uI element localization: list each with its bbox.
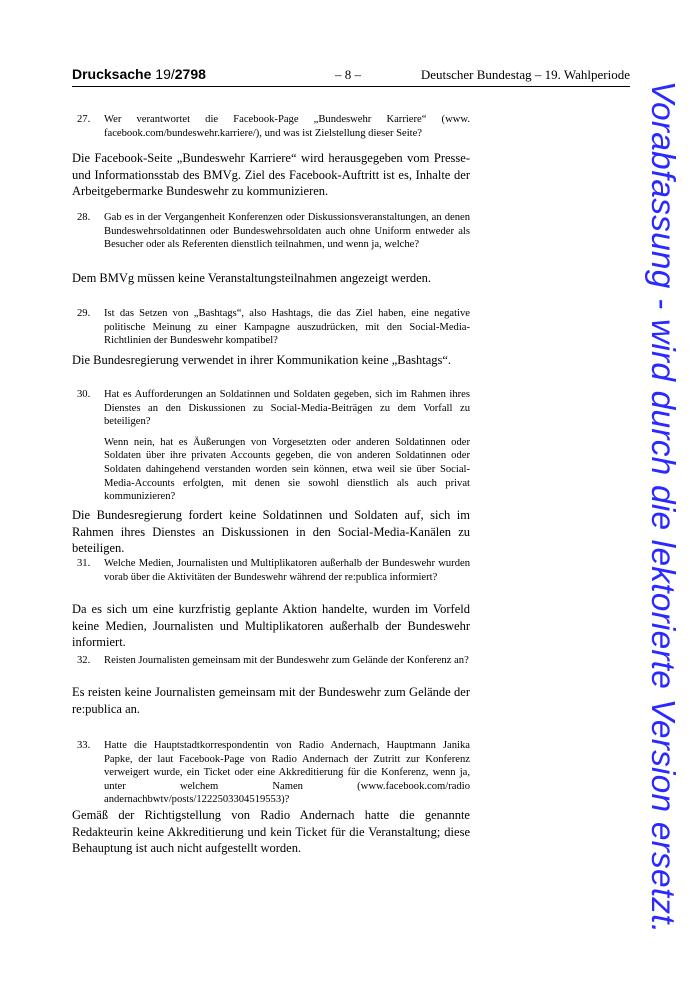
question-number: 29. bbox=[77, 308, 91, 319]
question-number: 33. bbox=[77, 740, 91, 751]
question-text: Wer verantwortet die Facebook-Page „Bundeswehr Karriere“ (www. facebook.com/bundeswehr.karriere/), und was ist Zielstellung dieser Seite? bbox=[104, 114, 470, 139]
page-header bbox=[72, 66, 630, 87]
question-text: Welche Medien, Journalisten und Multiplikatoren außerhalb der Bundeswehr wurden vorab über die Aktivitäten der Bundeswehr während der re:publica informiert? bbox=[104, 558, 470, 583]
question-block bbox=[77, 307, 470, 348]
header-title: Deutscher Bundestag – 19. Wahlperiode bbox=[420, 67, 630, 82]
watermark-text: Vorabfassung - wird durch die lektorierte Version ersetzt. bbox=[644, 80, 681, 934]
doc-number: 2798 bbox=[174, 66, 206, 82]
question-text: Wenn nein, hat es Äußerungen von Vorgesetzten oder anderen Soldatinnen oder Soldaten über ihre privaten Accounts gegeben, die von anderen Soldatinnen oder Soldaten dahingehend verstanden worden sein können, etwa weil sie über Social-Media-Accounts erfolgten, mit denen sie sowohl dienstlich als auch privat kommunizieren? bbox=[104, 436, 470, 503]
question-text: Reisten Journalisten gemeinsam mit der Bundeswehr zum Gelände der Konferenz an? bbox=[104, 655, 469, 666]
answer-text: Gemäß der Richtigstellung von Radio Andernach hatte die genannte Redakteurin keine Akkreditierung und kein Ticket für die Veranstaltung; diese Behauptung ist auch nicht aufgestellt worden. bbox=[72, 808, 470, 856]
question-text: Hat es Aufforderungen an Soldatinnen und Soldaten gegeben, sich im Rahmen ihres Dienstes an den Diskussionen zu Social-Media-Beiträgen zu dem Vorfall zu beteiligen? bbox=[104, 389, 470, 428]
document-number bbox=[72, 66, 206, 82]
answer-text: Die Bundesregierung verwendet in ihrer Kommunikation keine „Bashtags“. bbox=[72, 353, 452, 367]
answer-text: Die Bundesregierung fordert keine Soldatinnen und Soldaten auf, sich im Rahmen ihres Dienstes an Diskussionen in den Social-Media-Kanälen zu beteiligen. bbox=[72, 508, 470, 556]
question-number: 27. bbox=[77, 114, 91, 125]
question-text: Ist das Setzen von „Bashtags“, also Hashtags, die das Ziel haben, eine negative politische Meinung zu einer Kampagne auszudrücken, mit den Social-Media-Richtlinien der Bundeswehr kompatibel? bbox=[104, 308, 470, 347]
page-number: – 8 – bbox=[335, 67, 361, 82]
answer-text: Es reisten keine Journalisten gemeinsam mit der Bundeswehr zum Gelände der re:publica an. bbox=[72, 685, 470, 716]
question-block bbox=[77, 557, 470, 584]
question-block bbox=[77, 739, 470, 807]
doc-period: 19/ bbox=[155, 66, 175, 82]
question-block bbox=[77, 654, 470, 668]
question-block bbox=[77, 388, 470, 504]
answer-text: Da es sich um eine kurzfristig geplante Aktion handelte, wurden im Vorfeld keine Medien, Journalisten und Multiplikatoren außerhalb der Bundeswehr informiert. bbox=[72, 602, 470, 650]
question-number: 31. bbox=[77, 558, 91, 569]
question-text: Gab es in der Vergangenheit Konferenzen oder Diskussionsveranstaltungen, an denen Bundeswehrsoldatinnen oder Bundeswehrsoldaten auch ohne Uniform entweder als Besucher oder als Referenten dienstlich teilnahmen, und wenn ja, welche? bbox=[104, 212, 470, 251]
answer-text: Die Facebook-Seite „Bundeswehr Karriere“ wird herausgegeben vom Presse- und Informationsstab des BMVg. Ziel des Facebook-Auftritt ist es, Inhalte der Arbeitgebermarke Bundeswehr zu kommunizieren. bbox=[72, 151, 470, 199]
question-block bbox=[77, 211, 470, 252]
answer-text: Dem BMVg müssen keine Veranstaltungsteilnahmen angezeigt werden. bbox=[72, 271, 432, 285]
draft-watermark bbox=[643, 80, 681, 934]
question-number: 28. bbox=[77, 212, 91, 223]
question-block bbox=[77, 113, 470, 140]
question-number: 30. bbox=[77, 389, 91, 400]
question-text: Hatte die Hauptstadtkorrespondentin von Radio Andernach, Hauptmann Janika Papke, der laut Facebook-Page von Radio Andernach der Zutritt zur Konferenz verweigert wurde, ein Ticket oder eine Akkreditierung für die Konferenz, wenn ja, unter welchem Namen (www.facebook.com/radio andernachbwtv/posts/1222503304519553)? bbox=[104, 740, 470, 806]
doc-label: Drucksache bbox=[72, 66, 152, 82]
question-number: 32. bbox=[77, 655, 91, 666]
